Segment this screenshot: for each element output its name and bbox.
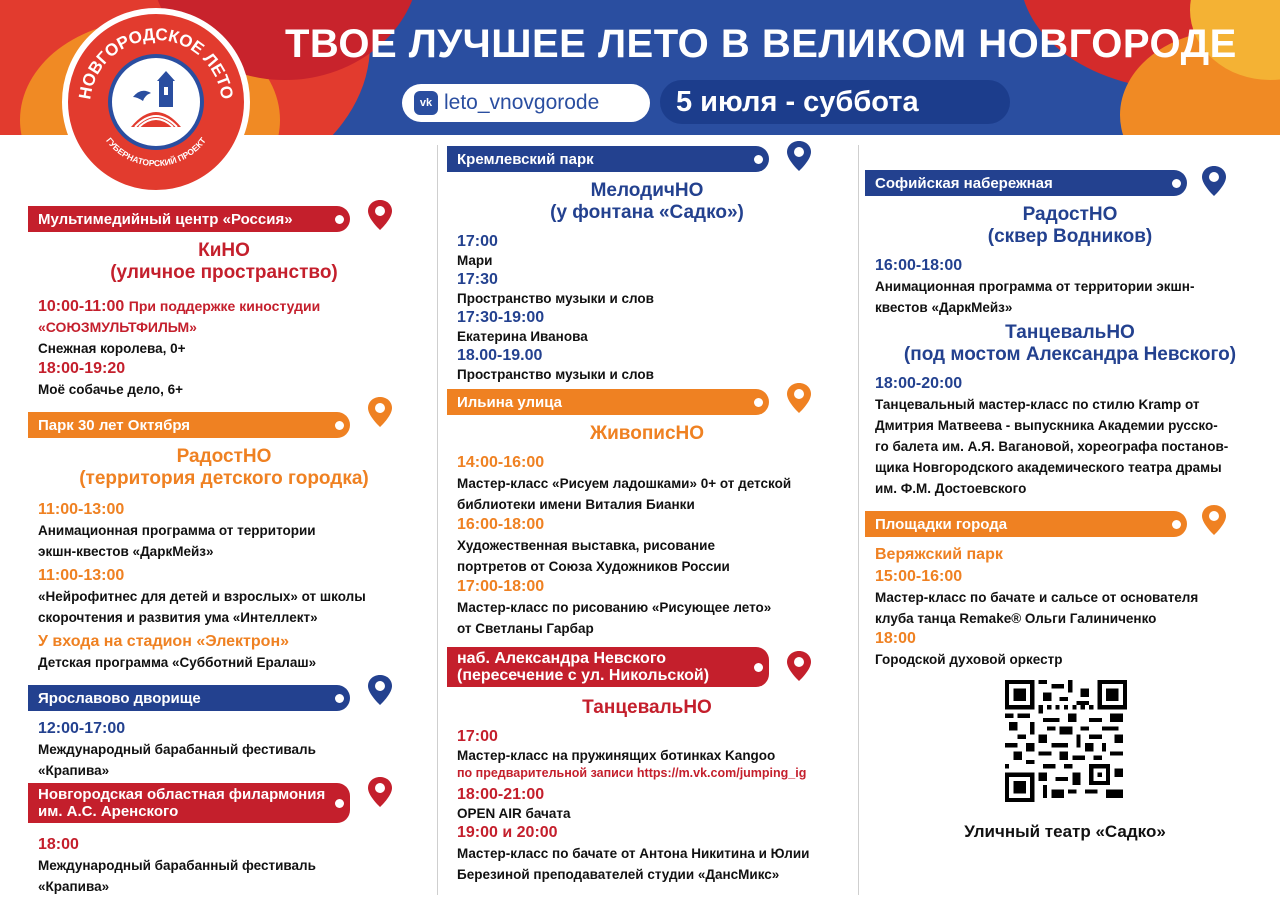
event-desc: экшн-квестов «ДаркМейз» bbox=[38, 544, 214, 559]
qr-caption: Уличный театр «Садко» bbox=[964, 822, 1166, 841]
event-desc: библиотеки имени Виталия Бианки bbox=[457, 497, 695, 512]
event-subtitle: (у фонтана «Садко») bbox=[550, 202, 744, 223]
event-title: ТанцевальНО bbox=[582, 697, 712, 718]
vk-link[interactable] bbox=[402, 84, 650, 122]
time-label: 16:00-18:00 bbox=[875, 257, 963, 274]
event-title: РадостНО bbox=[176, 446, 272, 467]
time-label: 17:00 bbox=[457, 233, 498, 250]
time-label: 18:00-20:00 bbox=[875, 375, 963, 392]
event-desc: Международный барабанный фестиваль bbox=[38, 858, 316, 873]
location-pin-icon bbox=[367, 674, 393, 706]
column-right bbox=[865, 140, 1275, 670]
time-label: 16:00-18:00 bbox=[457, 516, 545, 533]
time-label: 17:00-18:00 bbox=[457, 578, 545, 595]
event-desc: портретов от Союза Художников России bbox=[457, 559, 730, 574]
location-label: У входа на стадион «Электрон» bbox=[38, 633, 289, 650]
location-pin-icon bbox=[367, 396, 393, 428]
event-desc: Анимационная программа от территории bbox=[38, 523, 316, 538]
venue-nevsky-embankment: наб. Александра Невского (пересечение с ул. Никольской) bbox=[447, 647, 769, 687]
event-desc: «Крапива» bbox=[38, 763, 110, 778]
venue-city-sites: Площадки города bbox=[865, 511, 1187, 537]
event-desc: Мастер-класс «Рисуем ладошками» 0+ от детской bbox=[457, 476, 792, 491]
event-desc: Художественная выставка, рисование bbox=[457, 538, 715, 553]
registration-note: по предварительной записи https://m.vk.com/jumping_ig bbox=[457, 766, 807, 780]
event-desc: Снежная королева, 0+ bbox=[38, 341, 186, 356]
page-title: ТВОЕ ЛУЧШЕЕ ЛЕТО В ВЕЛИКОМ НОВГОРОДЕ bbox=[285, 22, 1237, 66]
sponsor-text: При поддержке киностудии «СОЮЗМУЛЬТФИЛЬМ» bbox=[38, 298, 321, 335]
event-desc: Мари bbox=[457, 253, 493, 268]
event-desc: OPEN AIR бачата bbox=[457, 806, 571, 821]
event-desc: Танцевальный мастер-класс по стилю Kramp от bbox=[875, 397, 1200, 412]
event-desc: от Светланы Гарбар bbox=[457, 621, 594, 636]
event-desc: Пространство музыки и слов bbox=[457, 291, 654, 306]
event-subtitle: (территория детского городка) bbox=[79, 468, 369, 489]
event-desc: Дмитрия Матвеева - выпускника Академии русско- bbox=[875, 418, 1218, 433]
venue-sofia-embankment: Софийская набережная bbox=[865, 170, 1187, 196]
event-desc: Детская программа «Субботний Ералаш» bbox=[38, 655, 317, 670]
event-desc: Пространство музыки и слов bbox=[457, 367, 654, 382]
venue-philharmonic: Новгородская областная филармония им. А.С. Аренского bbox=[28, 783, 350, 823]
event-desc: Екатерина Иванова bbox=[457, 329, 588, 344]
column-left bbox=[28, 140, 420, 897]
time-label: 12:00-17:00 bbox=[38, 720, 126, 737]
location-pin-icon bbox=[786, 140, 812, 172]
event-title: РадостНО bbox=[1022, 204, 1118, 225]
time-label: 17:00 bbox=[457, 728, 498, 745]
event-desc: Городской духовой оркестр bbox=[875, 652, 1063, 667]
vk-icon: vk bbox=[414, 91, 438, 115]
time-label: 11:00-13:00 bbox=[38, 567, 125, 584]
time-label: 17:30 bbox=[457, 271, 498, 288]
event-desc: им. Ф.М. Достоевского bbox=[875, 481, 1027, 496]
time-label: 18.00-19.00 bbox=[457, 347, 543, 364]
logo-text-top: НОВГОРОДСКОЕ ЛЕТО bbox=[75, 24, 237, 101]
event-desc: «Крапива» bbox=[38, 879, 110, 894]
venue-yaroslavovo-dvorishche: Ярославово дворище bbox=[28, 685, 350, 711]
event-desc: Мастер-класс по рисованию «Рисующее лето» bbox=[457, 600, 772, 615]
location-pin-icon bbox=[367, 199, 393, 231]
location-pin-icon bbox=[367, 776, 393, 808]
qr-code[interactable] bbox=[1005, 680, 1127, 802]
time-label: 18:00-19:20 bbox=[38, 360, 126, 377]
event-title: КиНО bbox=[198, 240, 250, 261]
event-subtitle: (уличное пространство) bbox=[110, 262, 338, 283]
event-desc: Березиной преподавателей студии «ДансМикс» bbox=[457, 867, 780, 882]
event-subtitle: (под мостом Александра Невского) bbox=[903, 344, 1237, 365]
time-label: 11:00-13:00 bbox=[38, 501, 125, 518]
location-pin-icon bbox=[1201, 504, 1227, 536]
date-text: 5 июля - суббота bbox=[676, 85, 919, 118]
time-label: 18:00-21:00 bbox=[457, 786, 545, 803]
venue-ilyina-street: Ильина улица bbox=[447, 389, 769, 415]
festival-logo bbox=[62, 8, 250, 196]
event-desc: Моё собачье дело, 6+ bbox=[38, 382, 184, 397]
event-desc: скорочтения и развития ума «Интеллект» bbox=[38, 610, 318, 625]
time-label: 17:30-19:00 bbox=[457, 309, 545, 326]
venue-park-30-let: Парк 30 лет Октября bbox=[28, 412, 350, 438]
event-desc: клуба танца Remake® Ольги Галиниченко bbox=[875, 611, 1157, 626]
time-label: 18:00 bbox=[875, 630, 916, 647]
event-subtitle: (сквер Водников) bbox=[987, 226, 1153, 247]
column-middle bbox=[447, 140, 847, 885]
event-desc: го балета им. А.Я. Вагановой, хореографа постанов- bbox=[875, 439, 1229, 454]
date-badge bbox=[660, 80, 1010, 124]
venue-kremlin-park: Кремлевский парк bbox=[447, 146, 769, 172]
event-title: ТанцевальНО bbox=[1005, 322, 1135, 343]
vk-handle: leto_vnovgorode bbox=[444, 91, 600, 114]
time-label: 19:00 и 20:00 bbox=[457, 824, 558, 841]
event-desc: Мастер-класс на пружинящих ботинках Kangoo bbox=[457, 748, 776, 763]
time-label: 14:00-16:00 bbox=[457, 454, 545, 471]
location-pin-icon bbox=[786, 650, 812, 682]
venue-multimedia-center: Мультимедийный центр «Россия» bbox=[28, 206, 350, 232]
time-label: 18:00 bbox=[38, 836, 79, 853]
event-desc: Мастер-класс по бачате от Антона Никитина и Юлии bbox=[457, 846, 810, 861]
event-desc: Международный барабанный фестиваль bbox=[38, 742, 316, 757]
event-desc: Мастер-класс по бачате и сальсе от основателя bbox=[875, 590, 1199, 605]
sub-location-label: Веряжский парк bbox=[875, 546, 1003, 563]
time-label: 10:00-11:00 bbox=[38, 298, 125, 315]
time-label: 15:00-16:00 bbox=[875, 568, 963, 585]
location-pin-icon bbox=[786, 382, 812, 414]
event-title: ЖивописНО bbox=[589, 423, 705, 444]
event-desc: щика Новгородского академического театра драмы bbox=[875, 460, 1222, 475]
logo-text-bottom: ГУБЕРНАТОРСКИЙ ПРОЕКТ bbox=[104, 135, 208, 169]
event-desc: Анимационная программа от территории экшн- bbox=[875, 279, 1195, 294]
location-pin-icon bbox=[1201, 165, 1227, 197]
event-desc: «Нейрофитнес для детей и взрослых» от школы bbox=[38, 589, 366, 604]
event-title: МелодичНО bbox=[590, 180, 704, 201]
kremlin-emblem-icon bbox=[108, 54, 204, 150]
event-desc: квестов «ДаркМейз» bbox=[875, 300, 1013, 315]
